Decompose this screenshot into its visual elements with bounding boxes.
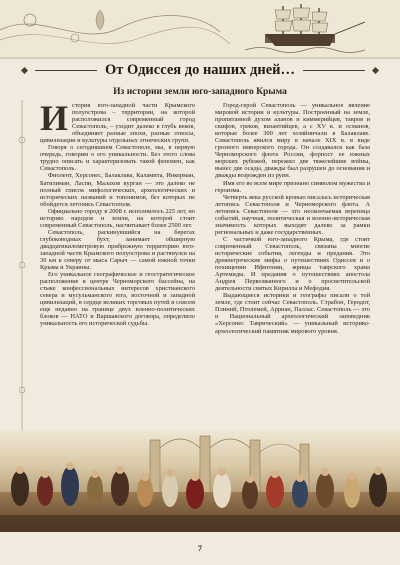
header-ornament <box>0 0 400 60</box>
paragraph: Официально городу в 2008 г. исполнилось 225 лет, но историю народов и земли, на которой стоит современный Севастополь, насчитывает более 2500 лет. <box>40 207 195 229</box>
paragraph: Город-герой Севастополь — уникальное явление мировой истории и культуры. Построенный на земле, пропитанной духом аланов и киммерийцев, тавров и скифов, греков, византийцев, а с XV в. и османов, которые более 300 лет хозяйничали в Балаклаве. Севастополь явился миру в начале XIX в. в виде грозного имперского городa. Он создавался как база Черноморского флота России, форпост ее южных морских рубежей, пережил две тяжелейшие войны, вынес две осады, дважды был разрушен до основания и дважды возрожден из руин. <box>215 102 370 180</box>
paragraph: Выдающиеся историки и географы писали о той земле, где стоит сейчас Севастополь. Страбон, Геродот, Плиний, Птолемей, Арриан, Паллас. Севастополь — это и Национальный археологический заповедник «Херсонес Таврический» — уникальный историко-археологический памятник мирового уровня. <box>215 292 370 335</box>
paragraph: Севастополь, раскинувшийся на берегах глубоководных бухт, занимает обширную двадцатикилометровую прибрежную территорию юго-западной части Крымского полуострова и растянулся на 30 км к северу от мыса Сарыч — самой южной точки Крыма и Украины. <box>40 228 195 272</box>
paragraph: Фиолент, Херсонес, Балаклава, Каламита, Инкерман, Батилиман, Ласпи, Малахов курган — это далеко не полный список мифологических, археологических и исторических названий и топонимов, без которых не обойдется летопись Севастополя. <box>40 172 195 208</box>
article-body <box>40 98 370 428</box>
title-rule-right <box>303 70 365 71</box>
page-title: От Одиссея до наших дней… <box>104 61 296 78</box>
title-rule-left <box>35 70 97 71</box>
right-column <box>215 102 370 428</box>
paragraph: Имя его во всем мире признано символом мужества и героизма. <box>215 179 370 194</box>
historical-painting <box>0 430 400 532</box>
left-column <box>40 98 195 428</box>
paragraph: С частичкой юго-западного Крыма, где стоит современный Севастополь, связаны многие исторические события, легенды и предания. Это древнегреческие мифы о путешествиях Одиссея и о похищении Ифигении, жрицы таврского храма Артемиды. И предания о путешествиях апостола Андрея Первозванного и о просветительской деятельности святых Кирилла и Мефодия. <box>215 235 370 293</box>
paragraph: Говоря о сегодняшнем Севастополе, мы, в первую очередь, говорим о его уникальности. Без этого слова трудно описать и характеризовать такой феномен, как Севастополь. <box>40 144 195 173</box>
title-row <box>22 60 378 80</box>
paragraph: История юго-западной части Крымского полуострова – территории, на которой расположился современный город Севастополь, – уходит далеко в глубь веков, объединяет разные эпохи, разные этносы, цивилизации и культуры отдельных этнических групп. <box>40 98 195 145</box>
paragraph: Четверть века русской кровью писалась историческая летопись Севастополя и Черноморского флота. А летопись Севастополя — это нескончаемая вереница событий, научная, политическая и военно-историческая значимость которых выходят далеко за рамки региональных и даже государственных. <box>215 193 370 236</box>
page-subtitle: Из истории земли юго-западного Крыма <box>113 87 287 97</box>
page-number: 7 <box>198 544 202 553</box>
side-ornament <box>14 100 30 430</box>
paragraph: Его уникальное географическое и геостратегическое расположение в центре Черноморского бассейна, на стыке конфессиональных интересов христианского севера и мусульманского юга, восточной и западной цивилизаций, в сердце великих торговых путей и совсем еще недавно на границе двух военно-политических блоков — НАТО и Варшавского договора, определило уникальность его исторической судьбы. <box>40 271 195 328</box>
diamond-ornament-icon <box>372 66 379 73</box>
drop-cap: И <box>40 98 69 138</box>
diamond-ornament-icon <box>21 66 28 73</box>
